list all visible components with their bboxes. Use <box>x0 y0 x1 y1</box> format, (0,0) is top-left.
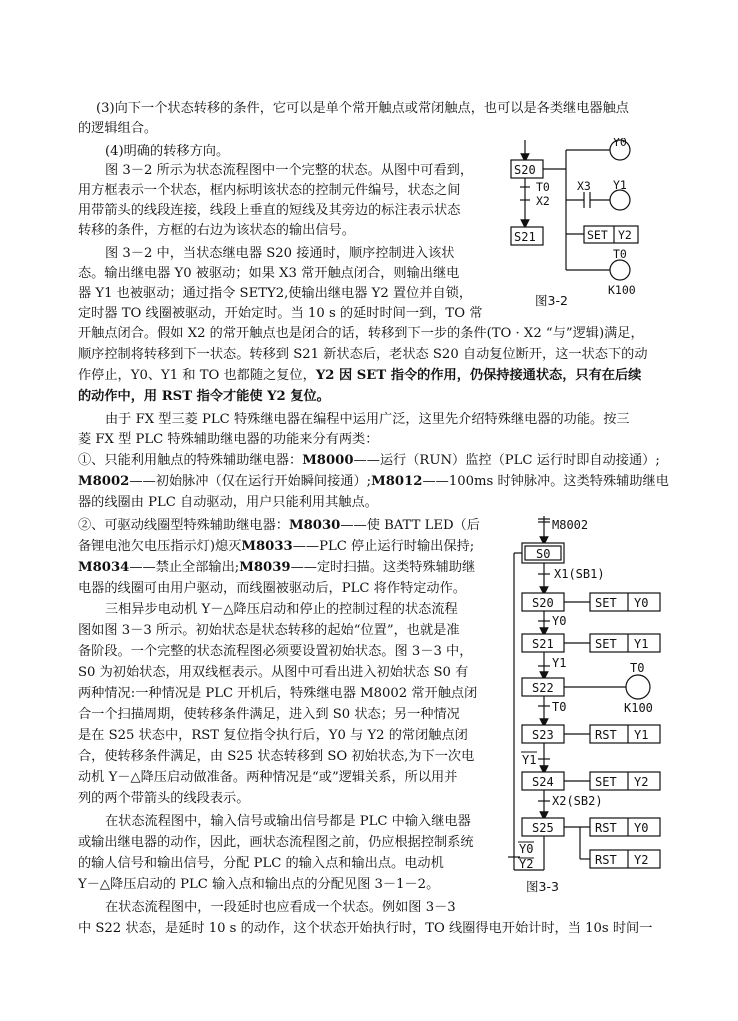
fig32-x2-label: X2 <box>536 194 550 208</box>
para7-line9: 动机 Y－△降压启动做准备。两种情况是“或”逻辑关系，所以用并 <box>78 770 458 785</box>
fig33-rst3-label: RST <box>595 853 617 867</box>
para5-line4-a: M8002 <box>78 474 130 489</box>
para6-line2-c: ——PLC 停止运行时输出保持; <box>292 539 475 554</box>
fig33-y2a-label: Y2 <box>634 775 649 789</box>
fig32-y1-label: Y1 <box>613 178 627 192</box>
fig33-s21-label: S21 <box>532 637 554 651</box>
fig32-set-label: SET <box>587 228 608 242</box>
fig33-k100-label: K100 <box>624 701 653 715</box>
para6-line2-b: M8033 <box>241 539 293 554</box>
para3-line3: 用带箭头的线段连接，线段上垂直的短线及其旁边的标注表示状态 <box>78 203 461 218</box>
para5-line4-b: ——初始脉冲（仅在运行开始瞬间接通）; <box>129 474 372 489</box>
para7-line1: 三相异步电动机 Y－△降压启动和停止的控制过程的状态流程 <box>105 602 458 617</box>
fig32-y0-label: Y0 <box>613 138 627 149</box>
fig33-y1b-label: Y1 <box>634 728 649 742</box>
fig33-y2b-label: Y2 <box>634 853 649 867</box>
para5-line4-d: ——100ms 时钟脉冲。这类特殊辅助继电 <box>422 474 669 489</box>
para6-line3-a: M8034 <box>78 560 130 575</box>
fig33-t0t-label: T0 <box>552 700 567 714</box>
fig33-y1bar-label: Y1 <box>522 753 537 767</box>
para3-line2: 用方框表示一个状态，框内标明该状态的控制元件编号，状态之间 <box>78 183 461 198</box>
para5-line3-a: ①、只能利用触点的特殊辅助继电器： <box>78 453 303 468</box>
fig33-s24-label: S24 <box>532 775 554 789</box>
figure-3-2 <box>500 138 650 310</box>
para6-line2 <box>78 537 474 557</box>
fig32-k100-label: K100 <box>608 283 636 297</box>
fig33-set1-label: SET <box>595 596 617 610</box>
fig33-s23-label: S23 <box>532 728 554 742</box>
para5-line3-b: M8000 <box>302 453 354 468</box>
para8-line2: 或输出继电器的动作，因此，画状态流程图之前，仍应根据控制系统 <box>78 835 474 850</box>
para4-line5: 开触点闭合。假如 X2 的常开触点也是闭合的话，转移到下一步的条件(TO · X2 “与”逻辑)满足， <box>78 326 644 341</box>
para6-line1 <box>78 516 480 536</box>
para7-line4: S0 为初始状态，用双线框表示。从图中可看出进入初始状态 S0 有 <box>78 665 469 680</box>
para6-line3-b: ——禁止全部输出; <box>129 560 240 575</box>
para5-line4 <box>78 472 669 492</box>
para7-line2: 图如图 3－3 所示。初始状态是状态转移的起始“位置”，也就是准 <box>78 623 460 638</box>
para5-line5: 器的线圈由 PLC 自动驱动，用户只能利用其触点。 <box>78 495 378 510</box>
fig33-s25-label: S25 <box>532 821 554 835</box>
para1-line1: (3)向下一个状态转移的条件，它可以是单个常开触点或常闭触点，也可以是各类继电器触点 <box>96 101 629 116</box>
fig32-x3-label: X3 <box>577 179 591 193</box>
para3-line1: 图 3－2 所示为状态流程图中一个完整的状态。从图中可看到， <box>105 163 474 178</box>
para4-line7-bold: Y2 因 SET 指令的作用，仍保持接通状态，只有在后续 <box>315 368 642 383</box>
para4-line8: 的动作中，用 RST 指令才能使 Y2 复位。 <box>78 389 330 404</box>
para4-line7-normal: 作停止，Y0、Y1 和 TO 也都随之复位， <box>78 368 316 383</box>
para8-line3: 的输人信号和输出信号，分配 PLC 的输入点和输出点。电动机 <box>78 856 444 871</box>
para7-line6: 合一个扫描周期，使转移条件满足，进入到 S0 状态；另一种情况 <box>78 707 460 722</box>
fig33-rst1-label: RST <box>595 728 617 742</box>
para6-line3-d: ——定时扫描。这类特殊辅助继 <box>290 560 476 575</box>
fig32-s21-label: S21 <box>514 230 536 244</box>
para6-line2-a: 备锂电池欠电压指示灯)熄灭 <box>78 539 242 554</box>
para6-line4: 电器的线圈可由用户驱动，而线圈被驱动后，PLC 将作特定动作。 <box>78 581 466 596</box>
fig33-y0b-label: Y0 <box>634 821 649 835</box>
para5-line4-c: M8012 <box>371 474 423 489</box>
para9-line1: 在状态流程图中，一段延时也应看成一个状态。例如图 3－3 <box>105 900 456 915</box>
para6-line3 <box>78 558 475 578</box>
fig33-m8002-label: M8002 <box>552 518 589 532</box>
fig33-caption: 图3-3 <box>526 879 559 894</box>
fig33-set3-label: SET <box>595 775 617 789</box>
para6-line1-b: M8030 <box>289 518 341 533</box>
fig33-y1a-label: Y1 <box>634 637 649 651</box>
para1-line2: 的逻辑组合。 <box>78 121 158 136</box>
fig32-t0coil-label: T0 <box>613 247 627 261</box>
fig32-s20-label: S20 <box>514 163 536 177</box>
para6-line1-a: ②、可驱动线圈型特殊辅助继电器： <box>78 518 289 533</box>
para5-line2: 菱 FX 型 PLC 特殊辅助继电器的功能来分有两类： <box>78 432 379 447</box>
fig33-rst2-label: RST <box>595 821 617 835</box>
para4-line4: 定时器 TO 线圈被驱动，开始定时。当 10 s 的延时时间一到，TO 常 <box>78 306 483 321</box>
para4-line7 <box>78 366 641 386</box>
para5-line3-c: ——运行（RUN）监控（PLC 运行时即自动接通）; <box>353 453 660 468</box>
fig33-y0a-label: Y0 <box>634 596 649 610</box>
para8-line1: 在状态流程图中，输入信号或输出信号都是 PLC 中输入继电器 <box>105 814 471 829</box>
fig33-set2-label: SET <box>595 637 617 651</box>
fig32-y2-label: Y2 <box>618 228 632 242</box>
para6-line3-c: M8039 <box>239 560 291 575</box>
para2-line1: (4)明确的转移方向。 <box>105 144 230 159</box>
fig32-t0-label: T0 <box>536 180 550 194</box>
para4-line2: 态。输出继电器 Y0 被驱动；如果 X3 常开触点闭合，则输出继电 <box>78 266 460 281</box>
para4-line3: 器 Y1 也被驱动；通过指令 SETY2,使输出继电器 Y2 置位并自锁， <box>78 286 473 301</box>
para5-line1: 由于 FX 型三菱 PLC 特殊继电器在编程中运用广泛，这里先介绍特殊继电器的功能。按三 <box>105 412 630 427</box>
para9-line2: 中 S22 状态，是延时 10 s 的动作，这个状态开始执行时，TO 线圈得电开始计时，当 10s 时间一 <box>78 921 653 936</box>
para4-line1: 图 3－2 中，当状态继电器 S20 接通时，顺序控制进入该状 <box>105 246 455 261</box>
fig33-s22-label: S22 <box>532 681 554 695</box>
fig33-y0bar-label: Y0 <box>519 842 534 856</box>
para7-line8: 合，使转移条件满足，由 S25 状态转移到 SO 初始状态,为下一次电 <box>78 749 475 764</box>
fig33-y2bar-label: Y2 <box>519 857 534 871</box>
fig33-y0t-label: Y0 <box>552 614 567 628</box>
para7-line7: 是在 S25 状态中，RST 复位指令执行后，Y0 与 Y2 的常闭触点闭 <box>78 728 468 743</box>
fig33-x1-label: X1(SB1) <box>554 567 605 581</box>
fig33-t0coil-label: T0 <box>630 661 645 675</box>
para8-line4: Y－△降压启动的 PLC 输入点和输出点的分配见图 3－1－2。 <box>78 877 440 892</box>
para7-line3: 备阶段。一个完整的状态流程图必须要设置初始状态。图 3－3 中， <box>78 644 473 659</box>
fig33-x2-label: X2(SB2) <box>552 794 603 808</box>
para5-line3 <box>78 451 660 471</box>
para4-line6: 顺序控制将转移到下一状态。转移到 S21 新状态后，老状态 S20 自动复位断开，这一状态下的动 <box>78 347 648 362</box>
para7-line10: 列的两个带箭头的线段表示。 <box>78 791 250 806</box>
fig33-s20-label: S20 <box>532 596 554 610</box>
para6-line1-c: ——使 BATT LED（后 <box>340 518 480 533</box>
fig33-y1t-label: Y1 <box>552 656 567 670</box>
fig32-caption: 图3-2 <box>535 293 568 308</box>
fig33-s0-label: S0 <box>536 547 551 561</box>
para7-line5: 两种情况:一种情况是 PLC 开机后，特殊继电器 M8002 常开触点闭 <box>78 686 478 701</box>
figure-3-3 <box>490 515 672 895</box>
para3-line4: 转移的条件，方框的右边为该状态的输出信号。 <box>78 223 355 238</box>
